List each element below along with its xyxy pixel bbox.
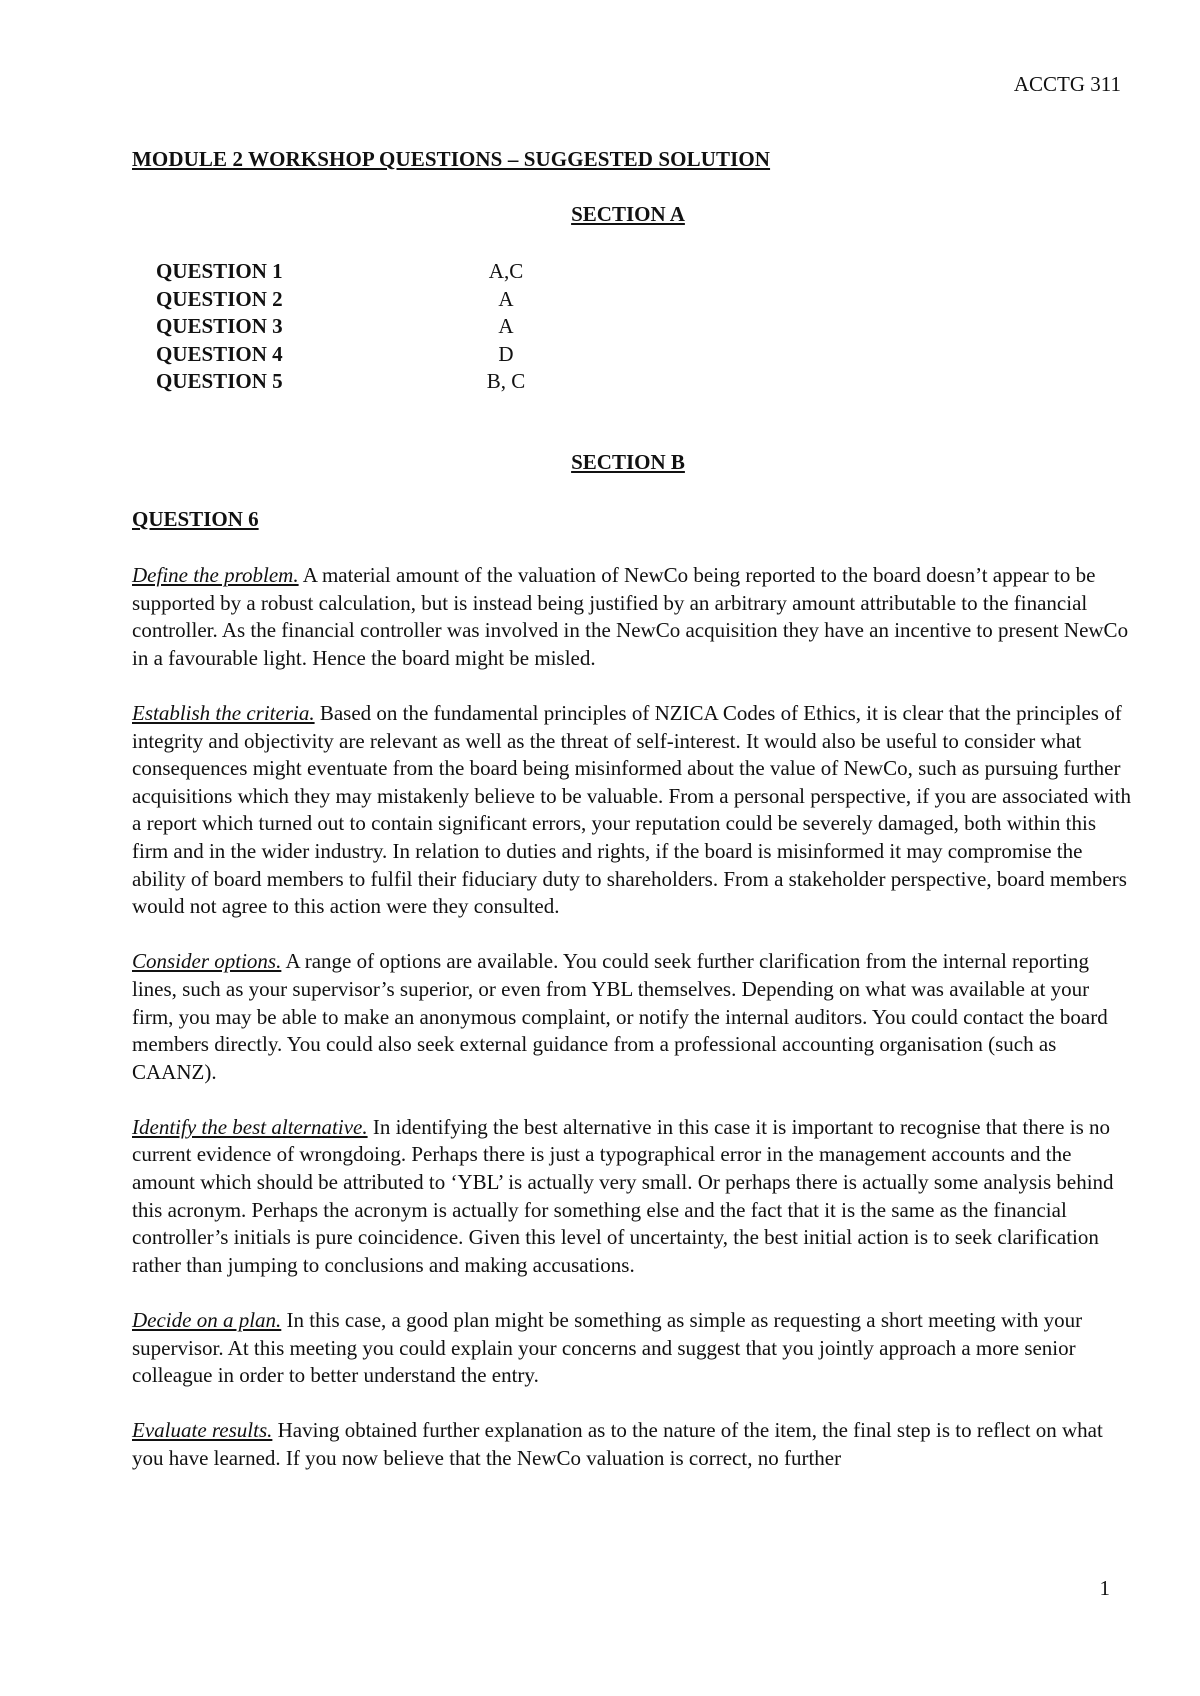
paragraph-decide-plan (132, 1307, 1132, 1390)
answer-question: QUESTION 4 (156, 341, 283, 366)
answer-row (156, 258, 566, 286)
answer-value: B, C (486, 369, 526, 394)
answer-row (156, 313, 566, 341)
answer-question: QUESTION 3 (156, 314, 283, 339)
answer-row (156, 341, 566, 369)
section-b-heading: SECTION B (571, 450, 685, 474)
paragraph-text: Having obtained further explanation as to the nature of the item, the final step is to reflect on what you have learned. If you now believe that the NewCo valuation is correct, no further (132, 1418, 1103, 1470)
paragraph-lead: Define the problem. (132, 563, 299, 587)
answer-list (156, 258, 566, 396)
answer-row (156, 368, 566, 396)
paragraph-best-alternative (132, 1114, 1132, 1280)
paragraph-lead: Decide on a plan. (132, 1308, 282, 1333)
paragraph-lead: Establish the criteria. (132, 700, 315, 725)
paragraph-text: A material amount of the valuation of NewCo being reported to the board doesn’t appear to be supported by a robust calculation, but is instead being justified by an arbitrary amount attributable to the financial controller. As the financial controller was involved in the NewCo acquisition they have an incentive to present NewCo in a favourable light. Hence the board might be misled. (132, 563, 1129, 670)
paragraph-define-problem (132, 562, 1132, 672)
page-number: 1 (1099, 1576, 1110, 1600)
question-6-body (132, 562, 1132, 1500)
document-title: MODULE 2 WORKSHOP QUESTIONS – SUGGESTED SOLUTION (132, 147, 771, 171)
answer-value: A (498, 286, 514, 311)
answer-question: QUESTION 1 (156, 259, 283, 284)
paragraph-consider-options (132, 948, 1132, 1086)
paragraph-evaluate-results (132, 1417, 1132, 1472)
paragraph-establish-criteria (132, 700, 1132, 921)
question-6-heading: QUESTION 6 (132, 507, 259, 531)
paragraph-text: In identifying the best alternative in this case it is important to recognise that there is no current evidence of wrongdoing. Perhaps there is just a typographical error in the management accounts and the amount which should be attributed to ‘YBL’ is actually very small. Or perhaps there is actually some analysis behind this acronym. Perhaps the acronym is actually for something else and the fact that it is the same as the financial controller’s initials is pure coincidence. Given this level of uncertainty, the best initial action is to seek clarification rather than jumping to conclusions and making accusations. (132, 1114, 1114, 1277)
paragraph-text: Based on the fundamental principles of NZICA Codes of Ethics, it is clear that the principles of integrity and objectivity are relevant as well as the threat of self-interest. It would also be useful to consider what consequences might eventuate from the board being misinformed about the value of NewCo, such as pursuing further acquisitions which they may mistakenly believe to be valuable. From a personal perspective, if you are associated with a report which turned out to contain significant errors, your reputation could be severely damaged, both within this firm and in the wider industry. In relation to duties and rights, if the board is misinformed it may compromise the ability of board members to fulfil their fiduciary duty to shareholders. From a stakeholder perspective, board members would not agree to this action were they consulted. (132, 700, 1131, 919)
answer-question: QUESTION 2 (156, 286, 283, 311)
answer-row (156, 286, 566, 314)
paragraph-text: A range of options are available. You could seek further clarification from the internal reporting lines, such as your supervisor’s superior, or even from YBL themselves. Depending on what was available at your firm, you may be able to make an anonymous complaint, or notify the internal auditors. You could contact the board members directly. You could also seek external guidance from a professional accounting organisation (such as CAANZ). (132, 949, 1108, 1084)
answer-value: A (498, 314, 514, 339)
paragraph-lead: Identify the best alternative. (132, 1114, 368, 1139)
section-a-heading: SECTION A (571, 202, 685, 226)
paragraph-lead: Evaluate results. (132, 1418, 273, 1443)
paragraph-lead: Consider options. (132, 949, 282, 974)
answer-value: A,C (488, 259, 524, 284)
answer-value: D (498, 341, 514, 366)
answer-question: QUESTION 5 (156, 369, 283, 394)
paragraph-text: In this case, a good plan might be something as simple as requesting a short meeting with your supervisor. At this meeting you could explain your concerns and suggest that you jointly approach a more senior colleague in order to better understand the entry. (132, 1308, 1083, 1388)
course-code: ACCTG 311 (1013, 72, 1121, 96)
